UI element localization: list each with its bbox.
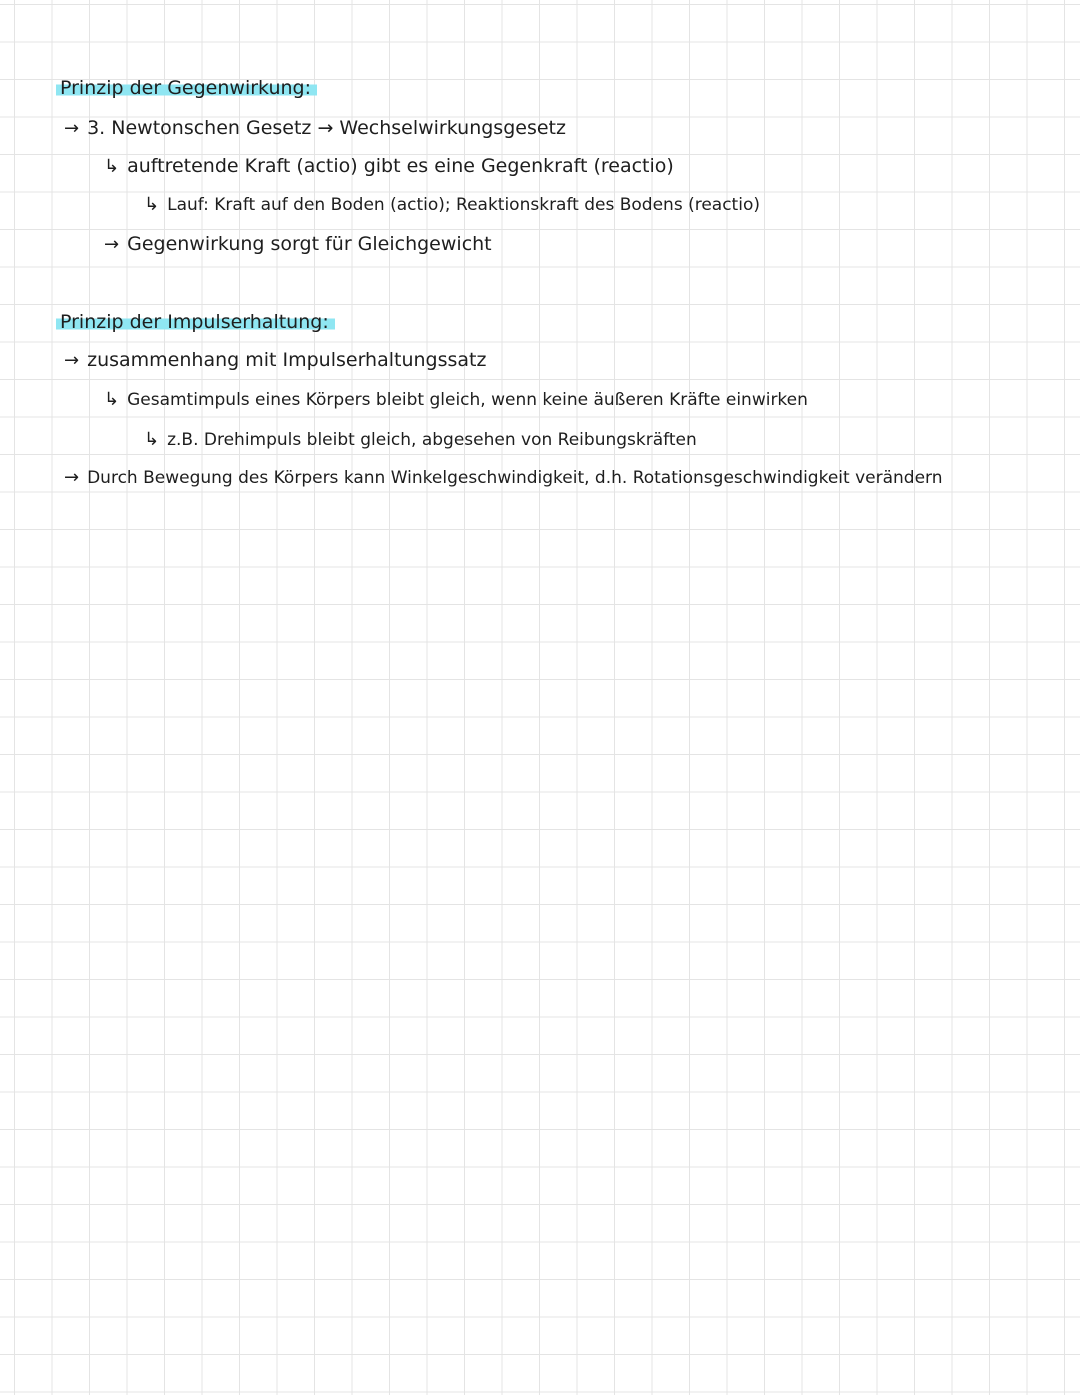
section2-line-4-text: Durch Bewegung des Körpers kann Winkelgeschwindigkeit, d.h. Rotationsgeschwindigkeit verändern (87, 468, 943, 488)
section1-line-3 (144, 193, 760, 217)
section1-line-2-text: auftretende Kraft (actio) gibt es eine Gegenkraft (reactio) (127, 155, 674, 177)
arrow-right-icon: → (64, 118, 80, 139)
arrow-down-right-icon: ↳ (144, 194, 160, 215)
section2-heading (56, 310, 335, 334)
section2-line-2 (104, 388, 808, 412)
section1-line-1 (64, 116, 566, 141)
section2-line-4 (64, 466, 943, 490)
section2-line-3 (144, 428, 697, 452)
arrow-down-right-icon: ↳ (144, 429, 160, 450)
section2-line-2-text: Gesamtimpuls eines Körpers bleibt gleich, wenn keine äußeren Kräfte einwirken (127, 390, 808, 410)
arrow-right-icon: → (104, 234, 120, 255)
arrow-down-right-icon: ↳ (104, 156, 120, 177)
section2-line-1-text: zusammenhang mit Impulserhaltungssatz (87, 349, 487, 371)
section2-heading-text: Prinzip der Impulserhaltung: (56, 311, 335, 333)
section1-line-1-text: 3. Newtonschen Gesetz → Wechselwirkungsgesetz (87, 117, 566, 139)
section2-line-1 (64, 348, 486, 373)
section1-line-4-text: Gegenwirkung sorgt für Gleichgewicht (127, 233, 492, 255)
section2-line-3-text: z.B. Drehimpuls bleibt gleich, abgesehen von Reibungskräften (167, 430, 697, 450)
arrow-down-right-icon: ↳ (104, 389, 120, 410)
section1-heading (56, 76, 317, 100)
section1-line-2 (104, 154, 674, 179)
section1-line-3-text: Lauf: Kraft auf den Boden (actio); Reaktionskraft des Bodens (reactio) (167, 195, 760, 215)
section1-heading-text: Prinzip der Gegenwirkung: (56, 77, 317, 99)
arrow-right-icon: → (64, 350, 80, 371)
arrow-right-icon: → (64, 467, 80, 488)
section1-line-4 (104, 232, 492, 257)
